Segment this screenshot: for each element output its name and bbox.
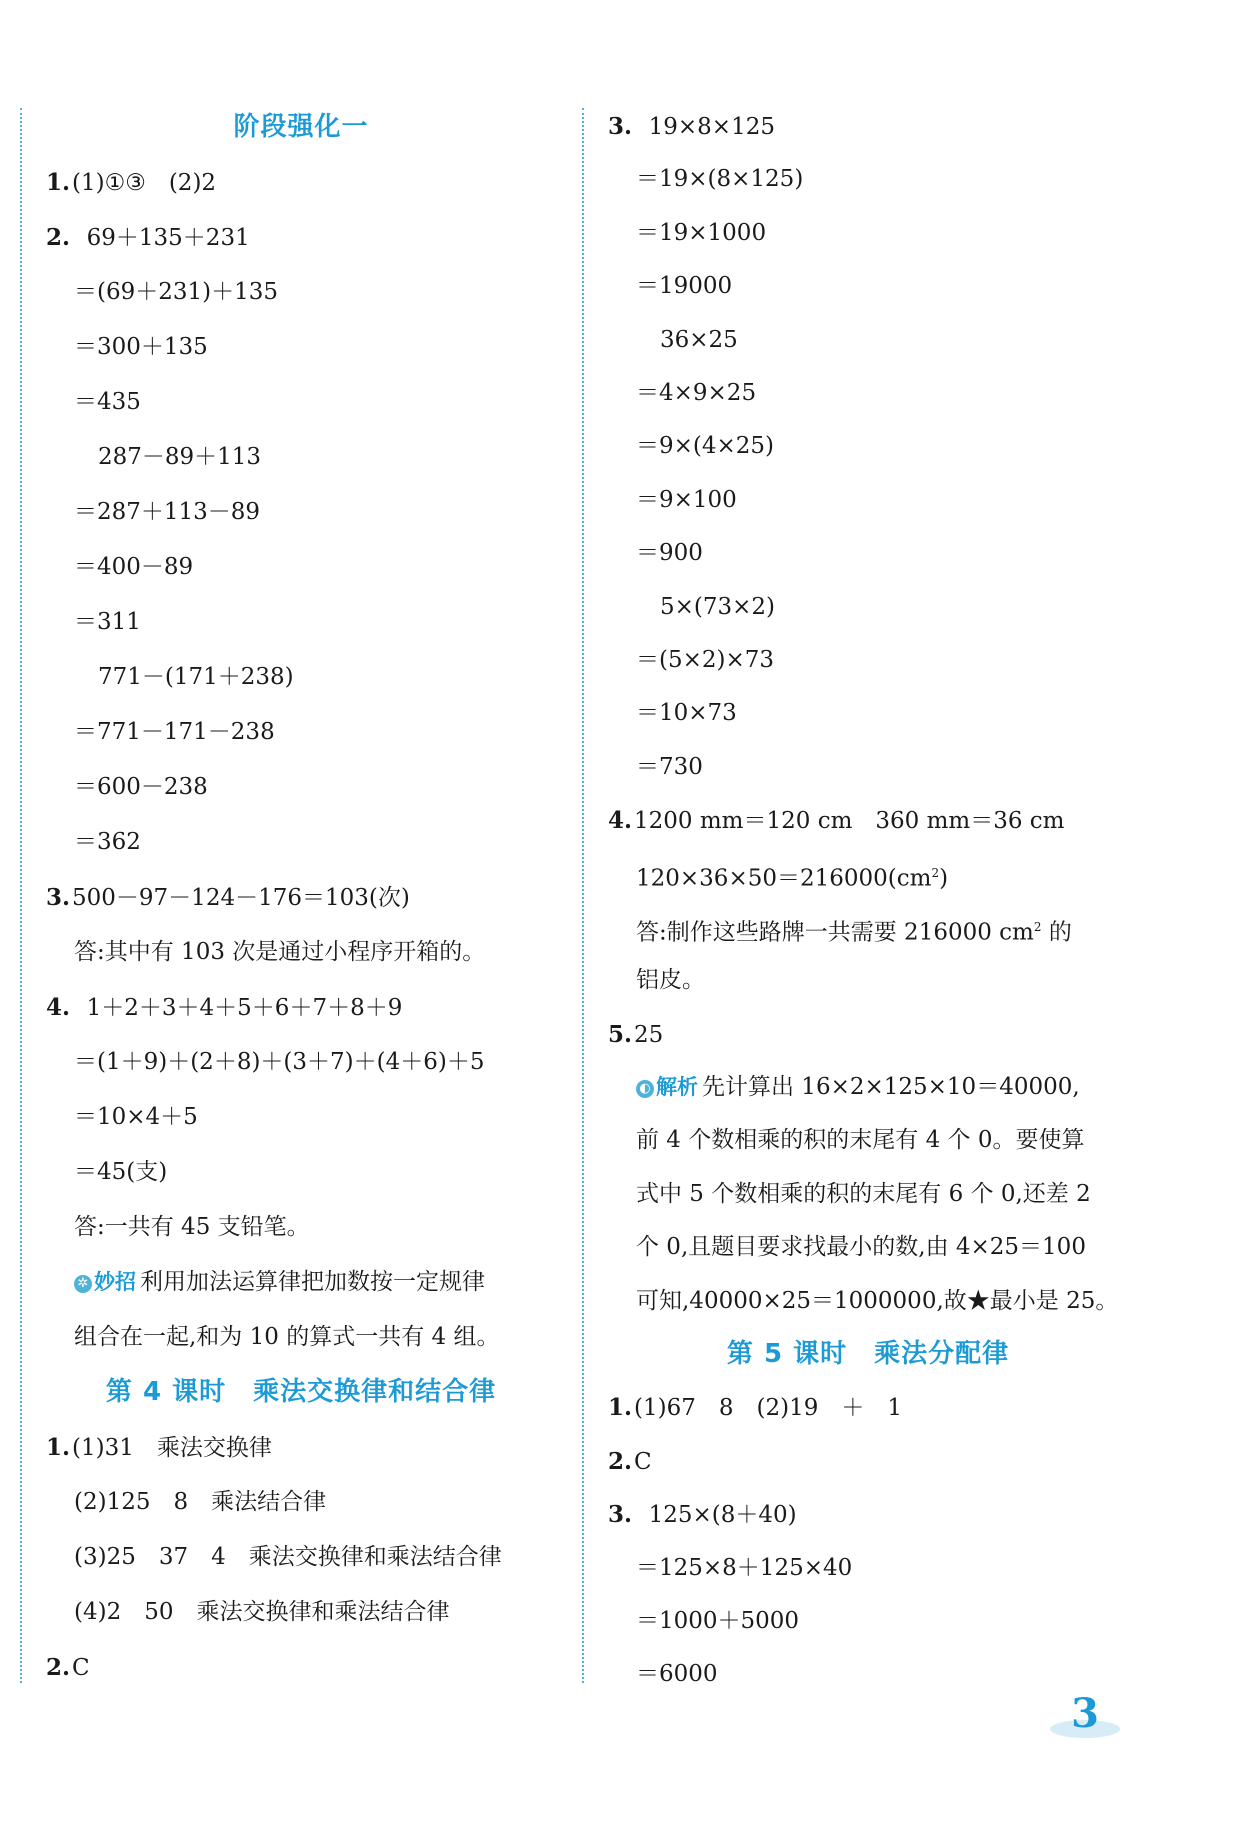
answer-line: ＝435 <box>74 389 141 415</box>
analysis-line: ◐ 解析 先计算出 16×2×125×10＝40000, <box>608 1061 1128 1114</box>
answer-line: ＝900 <box>636 540 703 567</box>
answer-line: 2.C <box>46 1654 90 1681</box>
analysis-line: 可知,40000×25＝1000000,故★最小是 25。 <box>636 1287 1119 1314</box>
answer-line: ＝6000 <box>636 1661 718 1688</box>
analysis-line: 个 0,且题目要求找最小的数,由 4×25＝100 <box>636 1234 1086 1261</box>
answer-line: ＝311 <box>74 609 141 635</box>
answer-line: ＝362 <box>74 829 141 855</box>
answer-line: 答:一共有 45 支铅笔。 <box>74 1214 310 1240</box>
answer-line: 4. 1＋2＋3＋4＋5＋6＋7＋8＋9 <box>46 994 403 1021</box>
answer-line: 1.(1)①③ (2)2 <box>46 169 217 196</box>
answer-line: ＝1000＋5000 <box>636 1607 800 1634</box>
left-margin-rule <box>20 108 22 1683</box>
answer-line: 3. 125×(8＋40) <box>608 1501 797 1529</box>
column-divider <box>582 108 584 1683</box>
answer-line: ＝771－171－238 <box>74 719 275 745</box>
answer-line: (4)2 50 乘法交换律和乘法结合律 <box>74 1599 450 1625</box>
section-heading: 阶段强化一 <box>233 112 369 142</box>
right-column <box>608 100 1128 1702</box>
answer-line: (3)25 37 4 乘法交换律和乘法结合律 <box>74 1544 502 1570</box>
answer-line: ＝19×(8×125) <box>636 166 804 193</box>
answer-line: 771－(171＋238) <box>98 664 294 690</box>
answer-line: 4.1200 mm＝120 cm 360 mm＝36 cm <box>608 807 1065 835</box>
answer-line: ＝10×73 <box>636 700 737 727</box>
answer-line: ＝45(支) <box>74 1159 168 1185</box>
answer-line: ＝9×100 <box>636 486 737 513</box>
answer-line: ＝125×8＋125×40 <box>636 1554 853 1581</box>
answer-line: ＝730 <box>636 753 703 780</box>
answer-line: 2.C <box>608 1447 652 1475</box>
answer-line: 1.(1)67 8 (2)19 ＋ 1 <box>608 1394 902 1422</box>
answer-line: ＝19×1000 <box>636 219 767 246</box>
answer-line: 2. 69＋135＋231 <box>46 224 250 251</box>
page-number <box>1050 1690 1120 1738</box>
analysis-line: 前 4 个数相乘的积的末尾有 4 个 0。要使算 <box>636 1127 1085 1154</box>
tip-icon: ✲ <box>74 1275 92 1293</box>
answer-line: ＝19000 <box>636 273 733 300</box>
section-heading: 第 5 课时 乘法分配律 <box>726 1338 1010 1369</box>
analysis-icon: ◐ <box>636 1080 654 1098</box>
analysis-line: 式中 5 个数相乘的积的末尾有 6 个 0,还差 2 <box>636 1180 1091 1207</box>
answer-line: 3. 19×8×125 <box>608 113 775 140</box>
answer-line: ＝600－238 <box>74 774 208 800</box>
answer-line: ＝400－89 <box>74 554 194 580</box>
answer-line: 5×(73×2) <box>660 593 776 620</box>
tip-line: 组合在一起,和为 10 的算式一共有 4 组。 <box>74 1324 500 1350</box>
answer-line: 3.500－97－124－176＝103(次) <box>46 884 410 911</box>
tip-label: 妙招 <box>94 1270 136 1294</box>
answer-line: ＝287＋113－89 <box>74 499 261 525</box>
left-column <box>46 100 556 1695</box>
answer-line: ＝4×9×25 <box>636 379 757 406</box>
answer-line: ＝(1＋9)＋(2＋8)＋(3＋7)＋(4＋6)＋5 <box>74 1049 485 1075</box>
answer-line: $120\times 36\times 50=216000(cm^2)$ <box>636 866 949 893</box>
tip-line: ✲ 妙招 利用加法运算律把加数按一定规律 <box>46 1255 556 1310</box>
answer-line: ＝(5×2)×73 <box>636 646 775 673</box>
answer-line: ＝(69＋231)＋135 <box>74 279 279 305</box>
answer-line: (2)125 8 乘法结合律 <box>74 1489 327 1515</box>
answer-line: 答:其中有 103 次是通过小程序开箱的。 <box>74 939 486 965</box>
answer-line: ＝300＋135 <box>74 334 208 360</box>
answer-line: 5.25 <box>608 1020 664 1048</box>
answer-line: 287－89＋113 <box>98 444 262 470</box>
answer-line: ＝9×(4×25) <box>636 433 775 460</box>
section-heading: 第 4 课时 乘法交换律和结合律 <box>105 1377 497 1407</box>
answer-line: 答:制作这些路牌一共需要 216000 $cm^2$ 的 <box>636 919 1072 946</box>
answer-line: 1.(1)31 乘法交换律 <box>46 1434 272 1461</box>
page-number-text: 3 <box>1071 1690 1099 1737</box>
answer-line: 铝皮。 <box>636 967 705 994</box>
analysis-label: 解析 <box>656 1075 698 1100</box>
answer-line: ＝10×4＋5 <box>74 1104 198 1130</box>
answer-line: 36×25 <box>660 326 738 353</box>
